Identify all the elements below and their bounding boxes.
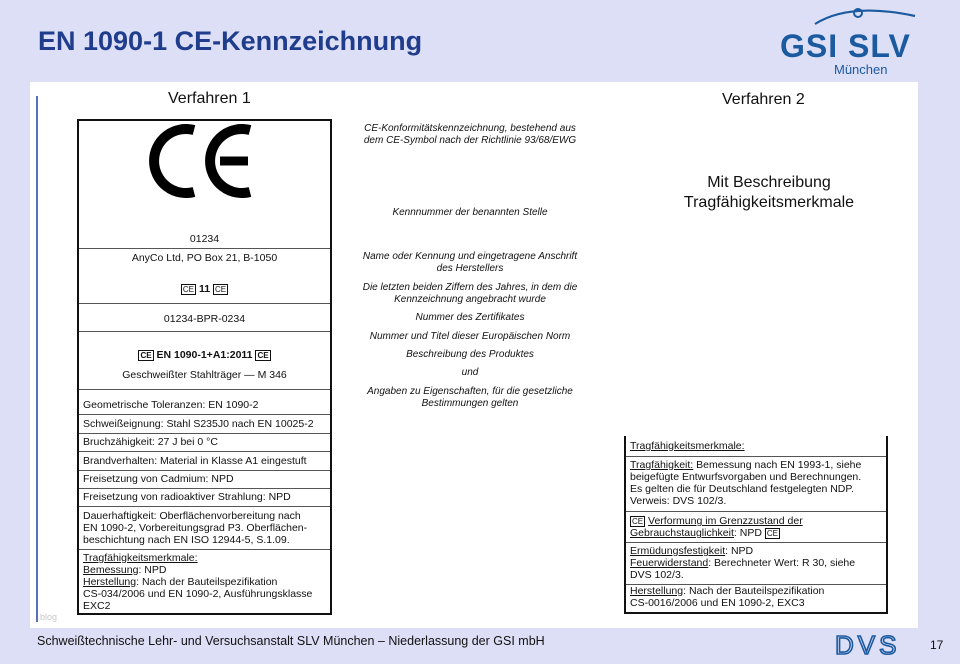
footer-text: Schweißtechnische Lehr- und Versuchsanstalt SLV München – Niederlassung der GSI mbH [37,634,545,648]
trag-line-2: beigefügte Entwurfsvorgaben und Berechnungen. [630,471,862,483]
divider [79,488,330,489]
bemessung-row [79,564,330,577]
divider [79,451,330,452]
trag-title: Tragfähigkeitsmerkmale: [83,552,198,564]
herst-label: Herstellung [630,585,684,597]
verformung-row-1 [630,515,803,528]
divider [626,542,886,543]
ermuedung-row [630,545,753,558]
jahr-desc-2: Kennzeichnung angebracht wurde [394,294,546,305]
nb-number: 01234 [189,233,220,245]
ce-small-icon: CE [140,350,152,360]
manufacturer: AnyCo Ltd, PO Box 21, B-1050 [131,252,278,264]
logo-subtitle: München [834,62,888,77]
feuer-line-1: : Berechneter Wert: R 30, siehe [708,557,856,569]
logo-text: GSI SLV [780,28,911,64]
divider [626,511,886,512]
mit-beschreibung-label: Mit Beschreibung [707,174,831,191]
verformung-1: Verformung im Grenzzustand der [648,515,803,527]
divider [79,470,330,471]
herstellung-row [79,576,330,589]
jahr-desc-1: Die letzten beiden Ziffern des Jahres, in dem die [362,282,578,293]
divider [79,331,330,332]
norm: EN 1090-1+A1:2011 [156,349,253,361]
herstellung-value: : Nach der Bauteilspezifikation [136,576,278,588]
herst-line-1: CS-034/2006 und EN 1090-2, Ausführungsklasse [83,588,313,600]
name-desc-2: des Herstellers [436,263,504,274]
herst2-line-1: : Nach der Bauteilspezifikation [683,585,825,597]
gsi-slv-logo [780,6,920,80]
schweisseignung: Schweißeignung: Stahl S235J0 nach EN 10025-2 [83,418,314,430]
ce-small-icon: CE [766,528,778,538]
feuer-row [630,557,855,570]
produkt-desc: Beschreibung des Produktes [406,349,534,360]
dvs-logo [833,630,909,658]
ce-desc-1: CE-Konformitätskennzeichnung, bestehend aus [364,123,576,134]
trag-label: Tragfähigkeit: [630,459,694,471]
divider [79,433,330,434]
divider [79,389,330,390]
verformung-row-2 [630,527,780,540]
verfahren2-label: Verfahren 2 [722,91,805,108]
angaben-desc-1: Angaben zu Eigenschaften, für die gesetzliche [367,386,573,397]
header-bar [0,0,960,82]
ce-small-icon: CE [214,284,227,294]
bemessung-value: : NPD [138,564,167,576]
strahlung: Freisetzung von radioaktiver Strahlung: NPD [83,491,291,503]
ermuedung-label: Ermüdungsfestigkeit [630,545,726,557]
divider [79,549,330,550]
verformung-value: : NPD [733,527,762,539]
logo-arc-icon [810,6,920,28]
verfahren1-label: Verfahren 1 [168,90,251,107]
divider [79,506,330,507]
brandverhalten: Brandverhalten: Material in Klasse A1 eingestuft [83,455,307,467]
page-number: 17 [930,638,944,652]
page-title: EN 1090-1 CE-Kennzeichnung [38,26,423,56]
norm-desc: Nummer und Titel dieser Europäischen Norm [369,331,571,342]
feuer-label: Feuerwiderstand [630,557,709,569]
footer-bar [0,628,960,664]
bemessung-label: Bemessung [83,564,139,576]
dvs-logo-text: DVS [835,630,901,658]
bruchzaehigkeit: Bruchzähigkeit: 27 J bei 0 °C [83,436,218,448]
divider [79,248,330,249]
ce-small-icon: CE [632,516,644,526]
ce-mark-icon [148,124,256,198]
certificate: 01234-BPR-0234 [163,313,246,325]
year: 11 [198,283,211,295]
year-row [79,283,330,296]
kennnummer-desc: Kennnummer der benannten Stelle [392,207,548,218]
zertifikat-desc: Nummer des Zertifikates [415,312,525,323]
und-desc: und [461,367,479,378]
trag-row [630,459,861,472]
herst-row [630,585,824,598]
divider [79,414,330,415]
vertical-divider [36,96,38,622]
divider [626,456,886,457]
verfahren2-box [624,436,888,614]
dauer-1: Dauerhaftigkeit: Oberflächenvorbereitung nach [83,510,301,522]
trag-line-4: Verweis: DVS 102/3. [630,495,727,507]
herstellung-label: Herstellung [83,576,137,588]
dauer-3: beschichtung nach EN ISO 12944-5, S.1.09. [83,534,290,546]
name-desc-1: Name oder Kennung und eingetragene Anschrift [362,251,578,262]
cadmium: Freisetzung von Cadmium: NPD [83,473,234,485]
ermuedung-value: : NPD [725,545,754,557]
dauer-2: EN 1090-2, Vorbereitungsgrad P3. Oberflächen- [83,522,308,534]
watermark: blog [40,612,58,622]
ce-small-icon: CE [257,350,269,360]
box2-title: Tragfähigkeitsmerkmale: [630,440,745,452]
ce-small-icon: CE [182,284,195,294]
divider [79,303,330,304]
norm-row [79,349,330,362]
ce-desc-2: dem CE-Symbol nach der Richtlinie 93/68/EWG [363,135,577,146]
tragfaehigkeitsmerkmale-label: Tragfähigkeitsmerkmale [683,194,855,211]
herst-line-2: EXC2 [83,600,111,612]
toleranzen: Geometrische Toleranzen: EN 1090-2 [83,399,259,411]
product: Geschweißter Stahlträger — M 346 [122,369,287,381]
herst2-line-2: CS-0016/2006 und EN 1090-2, EXC3 [630,597,805,609]
verformung-2: Gebrauchstauglichkeit [630,527,734,539]
angaben-desc-2: Bestimmungen gelten [421,398,519,409]
trag-line-3: Es gelten die für Deutschland festgelegten NDP. [630,483,854,495]
trag-line-1: Bemessung nach EN 1993-1, siehe [693,459,862,471]
feuer-line-2: DVS 102/3. [630,569,684,581]
